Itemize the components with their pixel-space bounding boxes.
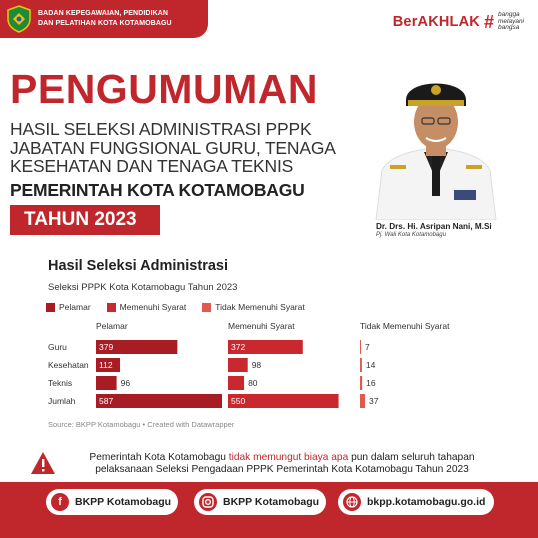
notice-highlight: tidak memungut biaya apa — [228, 452, 349, 463]
bar — [96, 394, 222, 408]
column-header: Tidak Memenuhi Syarat — [360, 321, 450, 331]
chart-source: Source: BKPP Kotamobagu • Created with Datawrapper — [48, 420, 235, 429]
bar — [228, 376, 244, 390]
legend-swatch — [202, 303, 211, 312]
instagram-icon — [199, 493, 217, 511]
announcement-subtitle: HASIL SELEKSI ADMINISTRASI PPPK JABATAN FUNGSIONAL GURU, TENAGA KESEHATAN DAN TENAGA TEKNIS — [10, 119, 336, 176]
chart-title: Hasil Seleksi Administrasi — [48, 258, 228, 274]
bar-value-label: 37 — [369, 396, 379, 406]
org-name — [38, 9, 172, 29]
org-header — [0, 0, 208, 38]
bar-value-label: 587 — [99, 396, 114, 406]
bar — [228, 358, 248, 372]
chart-card — [32, 250, 496, 440]
legend-item-tidak: Tidak Memenuhi Syarat — [202, 302, 304, 312]
bar-value-label: 550 — [231, 396, 246, 406]
instagram-link[interactable]: BKPP Kotamobagu — [194, 489, 326, 515]
org-line2: DAN PELATIHAN KOTA KOTAMOBAGU — [38, 20, 172, 27]
bar-value-label: 96 — [120, 378, 131, 388]
year-banner: TAHUN 2023 — [10, 205, 160, 235]
column-header: Pelamar — [96, 321, 128, 331]
website-link[interactable]: bkpp.kotamobagu.go.id — [338, 489, 494, 515]
facebook-link[interactable]: f BKPP Kotamobagu — [46, 489, 178, 515]
legend-item-memenuhi: Memenuhi Syarat — [107, 302, 187, 312]
bar-value-label: 14 — [365, 360, 376, 370]
government-name: PEMERINTAH KOTA KOTAMOBAGU — [10, 180, 305, 200]
bar — [360, 358, 362, 372]
org-line1: BADAN KEPEGAWAIAN, PENDIDIKAN — [38, 10, 169, 17]
category-label: Kesehatan — [48, 360, 89, 370]
berakhlak-brand — [393, 12, 524, 32]
official-role: Pj. Wali Kota Kotamobagu — [376, 232, 446, 238]
official-portrait — [372, 60, 500, 220]
legend-swatch — [46, 303, 55, 312]
bar-value-label: 7 — [365, 342, 370, 352]
page-title: PENGUMUMAN — [10, 66, 318, 112]
brand-name: BerAKHLAK — [392, 13, 480, 30]
bar-value-label: 372 — [231, 342, 246, 352]
brand-tagline: bangga melayani bangsa — [497, 11, 524, 31]
globe-icon — [343, 493, 361, 511]
city-emblem-icon — [6, 5, 32, 33]
chart-legend — [46, 302, 305, 312]
legend-swatch — [107, 303, 116, 312]
bar-value-label: 379 — [99, 342, 114, 352]
bar — [360, 376, 362, 390]
bar-value-label: 80 — [248, 378, 258, 388]
chart-subtitle: Seleksi PPPK Kota Kotamobagu Tahun 2023 — [48, 282, 238, 293]
bar — [360, 340, 361, 354]
bar-value-label: 98 — [251, 360, 262, 370]
chart-plot — [32, 318, 496, 418]
legend-item-pelamar: Pelamar — [46, 302, 91, 312]
bar — [96, 376, 117, 390]
bar — [360, 394, 365, 408]
fee-notice: Pemerintah Kota Kotamobagu tidak memungut biaya apa pun dalam seluruh tahapan pelaksanaan Seleksi Pengadaan PPPK Pemerintah Kota Kotamobagu Tahun 2023 — [89, 452, 475, 475]
footer-bar — [0, 482, 538, 538]
official-name: Dr. Drs. Hi. Asripan Nani, M.Si — [376, 222, 492, 231]
hashtag-icon: # — [483, 11, 494, 32]
category-label: Teknis — [48, 378, 73, 388]
bar-value-label: 16 — [366, 378, 376, 388]
category-label: Guru — [48, 342, 67, 352]
bar-value-label: 112 — [99, 360, 113, 370]
category-label: Jumlah — [48, 396, 76, 406]
facebook-icon: f — [51, 493, 69, 511]
column-header: Memenuhi Syarat — [228, 321, 295, 331]
official-caption — [376, 222, 502, 238]
